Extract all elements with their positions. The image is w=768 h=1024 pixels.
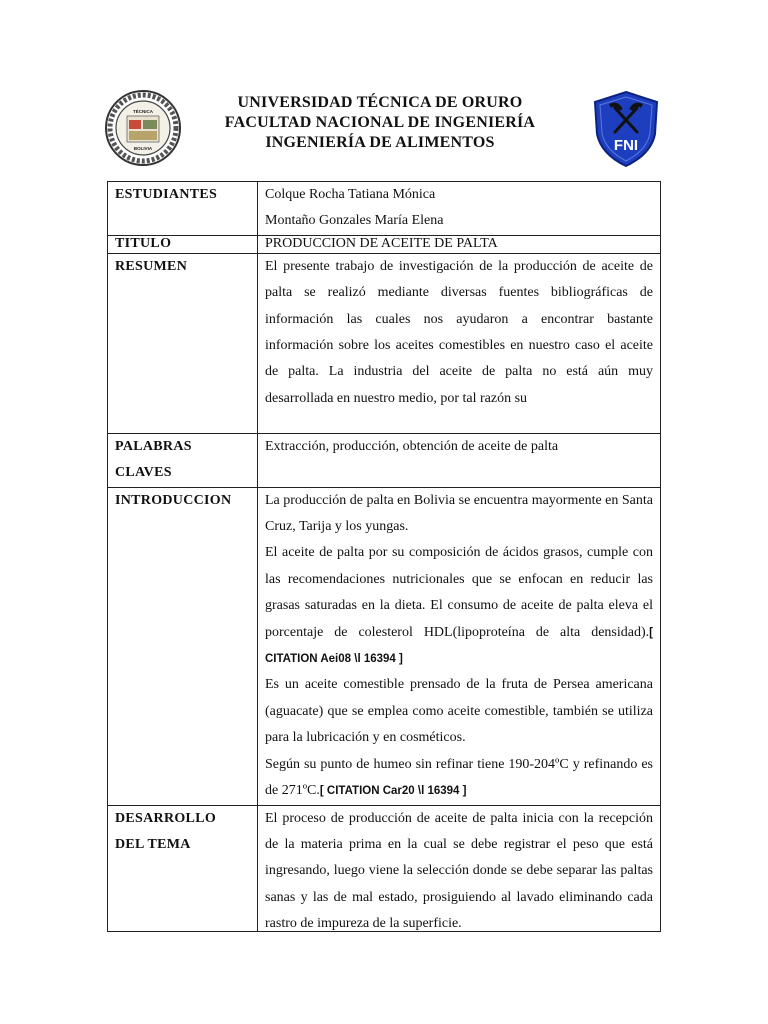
desarrollo-cell <box>258 805 661 931</box>
intro-paragraph-4-text: Según su punto de humeo sin refinar tiene 190-204ºC y refinando es de 271ºC. <box>265 756 653 799</box>
label-resumen: RESUMEN <box>108 253 258 433</box>
seal-text-top: TÉCNICA <box>133 109 153 114</box>
label-introduccion: INTRODUCCION <box>108 487 258 805</box>
label-estudiantes: ESTUDIANTES <box>108 182 258 236</box>
row-resumen <box>108 253 661 433</box>
resumen-cell <box>258 253 661 433</box>
label-claves: CLAVES <box>115 465 172 481</box>
faculty-name: FACULTAD NACIONAL DE INGENIERÍA <box>224 114 536 131</box>
label-desarrollo <box>108 805 258 931</box>
label-titulo: TITULO <box>108 235 258 253</box>
label-palabras-claves <box>108 433 258 487</box>
row-titulo <box>108 235 661 253</box>
seal-text-bottom: BOLIVIA <box>133 146 153 151</box>
intro-paragraph-3: Es un aceite comestible prensado de la fruta de Persea americana (aguacate) que se emplea como aceite comestible, también se utiliza para la lubricación y en cosméticos. <box>265 677 653 746</box>
introduccion-cell <box>258 487 661 805</box>
university-seal-icon <box>105 90 181 166</box>
row-palabras-claves <box>108 433 661 487</box>
intro-paragraph-1: La producción de palta en Bolivia se encuentra mayormente en Santa Cruz, Tarija y los yungas. <box>265 492 653 535</box>
students-cell <box>258 182 661 236</box>
info-table <box>107 181 661 932</box>
resumen-text: El presente trabajo de investigación de la producción de aceite de palta se realizó mediante diversas fuentes bibliográficas de información las cuales nos ayudaron a encontrar bastante información sobre los aceites comestibles en nuestro caso el aceite de palta. La industria del aceite de palta no está aún muy desarrollada en nuestro medio, por tal razón su <box>265 258 653 406</box>
row-introduccion <box>108 487 661 805</box>
citation-aei08: [ CITATION Aei08 \l 16394 ] <box>265 626 653 666</box>
label-palabras: PALABRAS <box>115 438 192 454</box>
citation-car20: [ CITATION Car20 \l 16394 ] <box>319 785 467 798</box>
program-name: INGENIERÍA DE ALIMENTOS <box>265 134 495 151</box>
title-value: PRODUCCION DE ACEITE DE PALTA <box>258 235 661 253</box>
fni-logo-text: FNI <box>613 137 639 154</box>
document-header <box>0 86 768 176</box>
row-estudiantes <box>108 182 661 236</box>
university-name: UNIVERSIDAD TÉCNICA DE ORURO <box>237 94 523 111</box>
label-desarrollo-2: DEL TEMA <box>115 836 191 852</box>
intro-paragraph-4 <box>265 752 653 805</box>
header-titles <box>180 93 580 153</box>
student-1: Colque Rocha Tatiana Mónica <box>265 187 436 202</box>
fni-shield-icon <box>593 90 659 168</box>
student-2: Montaño Gonzales María Elena <box>265 213 444 229</box>
intro-paragraph-2-text: El aceite de palta por su composición de ácidos grasos, cumple con las recomendaciones nutricionales que se enfocan en reducir las grasas saturadas en la dieta. El consumo de aceite de palta eleva el porcentaje de colesterol HDL(lipoproteína de alta densidad). <box>265 545 653 640</box>
intro-paragraph-2 <box>265 540 653 672</box>
desarrollo-text: El proceso de producción de aceite de palta inicia con la recepción de la materia prima en la cual se debe registrar el peso que está ingresando, luego viene la selección donde se debe separar las paltas sanas y las de mal estado, prosiguiendo al lavado eliminando cada rastro de impureza de la superficie. <box>265 810 653 931</box>
label-desarrollo-1: DESARROLLO <box>115 810 217 826</box>
row-desarrollo <box>108 805 661 931</box>
keywords-value: Extracción, producción, obtención de aceite de palta <box>258 433 661 487</box>
